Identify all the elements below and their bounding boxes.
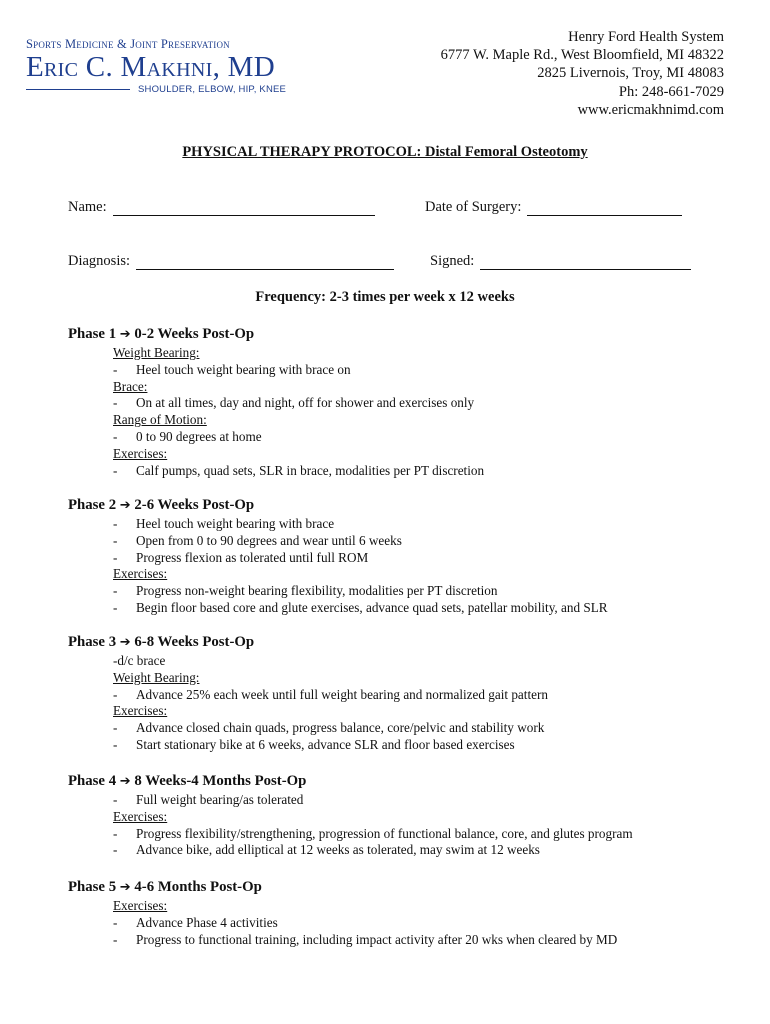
phase-1-bullet: - Heel touch weight bearing with brace on [113, 361, 351, 377]
phase-5-bullet: - Progress to functional training, including impact activity after 20 wks when cleared by MD [113, 931, 618, 947]
signed-field[interactable] [430, 253, 691, 270]
phase-1-bullet: - 0 to 90 degrees at home [113, 428, 262, 444]
phase-4-bullet: - Progress flexibility/strengthening, progression of functional balance, core, and glutes program [113, 825, 633, 841]
phase-2-label: Phase 2 [68, 497, 117, 513]
phase-3-subheading: Exercises: [113, 703, 168, 719]
phase-3-timeframe: 6-8 Weeks Post-Op [134, 634, 255, 650]
phase-3-note: -d/c brace [113, 653, 166, 668]
logo-doctor-name: Eric C. Makhni, MD [26, 51, 275, 83]
logo-specialties: SHOULDER, ELBOW, HIP, KNEE [138, 84, 287, 95]
address-line-bloomfield: 6777 W. Maple Rd., West Bloomfield, MI 48322 [440, 47, 724, 64]
phase-5-section [68, 878, 748, 948]
phase-3-body [113, 653, 748, 754]
phase-2-bullet: - Heel touch weight bearing with brace [113, 516, 335, 531]
phase-1-body [113, 345, 748, 479]
name-blank-line[interactable] [113, 201, 375, 216]
phase-5-bullet: - Advance Phase 4 activities [113, 914, 278, 930]
phase-4-section [68, 772, 748, 859]
phase-2-body [113, 516, 748, 617]
phase-5-heading [68, 878, 748, 897]
phase-2-section [68, 496, 748, 617]
contact-address-block [441, 28, 724, 119]
phase-3-bullet: - Advance closed chain quads, progress balance, core/pelvic and stability work [113, 720, 545, 736]
phase-2-bullet: - Open from 0 to 90 degrees and wear until 6 weeks [113, 532, 402, 548]
phase-2-bullet: - Progress flexion as tolerated until full ROM [113, 549, 369, 565]
frequency-line: Frequency: 2-3 times per week x 12 weeks [255, 289, 515, 305]
signed-blank-line[interactable] [480, 255, 691, 270]
phase-5-subheading: Exercises: [113, 898, 168, 913]
phase-4-subheading: Exercises: [113, 808, 168, 824]
phase-4-label: Phase 4 [68, 773, 117, 789]
arrow-right-icon: ➔ [119, 327, 131, 342]
practice-logo [26, 36, 296, 95]
arrow-right-icon: ➔ [119, 498, 131, 513]
surgery-date-label: Date of Surgery: [425, 199, 522, 215]
arrow-right-icon: ➔ [119, 635, 131, 650]
surgery-date-field[interactable] [425, 199, 682, 216]
signed-label: Signed: [430, 253, 475, 269]
address-line-website[interactable]: www.ericmakhnimd.com [577, 101, 724, 118]
arrow-right-icon: ➔ [119, 880, 131, 895]
logo-rule [26, 89, 130, 90]
phase-2-heading [68, 496, 748, 515]
name-field[interactable] [68, 199, 375, 216]
phase-1-bullet: - Calf pumps, quad sets, SLR in brace, modalities per PT discretion [113, 462, 485, 478]
phase-3-section [68, 633, 748, 754]
phase-1-label: Phase 1 [68, 326, 117, 342]
name-label: Name: [68, 199, 107, 215]
phase-5-label: Phase 5 [68, 879, 117, 895]
surgery-date-blank-line[interactable] [527, 201, 682, 216]
diagnosis-blank-line[interactable] [136, 255, 394, 270]
diagnosis-field[interactable] [68, 253, 394, 270]
phase-1-subheading: Exercises: [113, 445, 168, 461]
phase-1-subheading: Brace: [113, 378, 148, 394]
phase-1-bullet: - On at all times, day and night, off for shower and exercises only [113, 395, 475, 411]
phase-3-heading [68, 633, 748, 652]
phase-2-bullet: - Progress non-weight bearing flexibility, modalities per PT discretion [113, 583, 498, 599]
phase-2-timeframe: 2-6 Weeks Post-Op [134, 497, 255, 513]
phase-4-bullet: - Full weight bearing/as tolerated [113, 792, 304, 807]
phase-3-subheading: Weight Bearing: [113, 669, 200, 685]
phase-2-bullet: - Begin floor based core and glute exercises, advance quad sets, patellar mobility, and SLR [113, 599, 608, 615]
address-line-troy: 2825 Livernois, Troy, MI 48083 [537, 65, 724, 82]
document-title: PHYSICAL THERAPY PROTOCOL: Distal Femoral Osteotomy [182, 144, 588, 160]
phase-1-subheading: Range of Motion: [113, 412, 207, 428]
address-line-phone: Ph: 248-661-7029 [618, 83, 724, 100]
phase-1-heading [68, 325, 748, 344]
phase-3-bullet: - Advance 25% each week until full weight bearing and normalized gait pattern [113, 686, 548, 702]
logo-specialty-row [26, 84, 296, 95]
phase-3-bullet: - Start stationary bike at 6 weeks, advance SLR and floor based exercises [113, 736, 515, 752]
address-line-org: Henry Ford Health System [568, 29, 724, 45]
logo-tagline: Sports Medicine & Joint Preservation [26, 37, 230, 51]
phase-1-section [68, 325, 748, 479]
phase-5-timeframe: 4-6 Months Post-Op [134, 879, 262, 895]
phase-4-body [113, 792, 748, 859]
phase-5-body [113, 898, 748, 948]
phase-4-bullet: - Advance bike, add elliptical at 12 weeks as tolerated, may swim at 12 weeks [113, 842, 540, 858]
phase-1-timeframe: 0-2 Weeks Post-Op [134, 326, 255, 342]
phase-1-subheading: Weight Bearing: [113, 345, 200, 360]
diagnosis-label: Diagnosis: [68, 253, 131, 269]
phase-4-timeframe: 8 Weeks-4 Months Post-Op [134, 773, 307, 789]
arrow-right-icon: ➔ [119, 774, 131, 789]
phase-3-label: Phase 3 [68, 634, 117, 650]
phase-2-subheading: Exercises: [113, 566, 168, 582]
phase-4-heading [68, 772, 748, 791]
